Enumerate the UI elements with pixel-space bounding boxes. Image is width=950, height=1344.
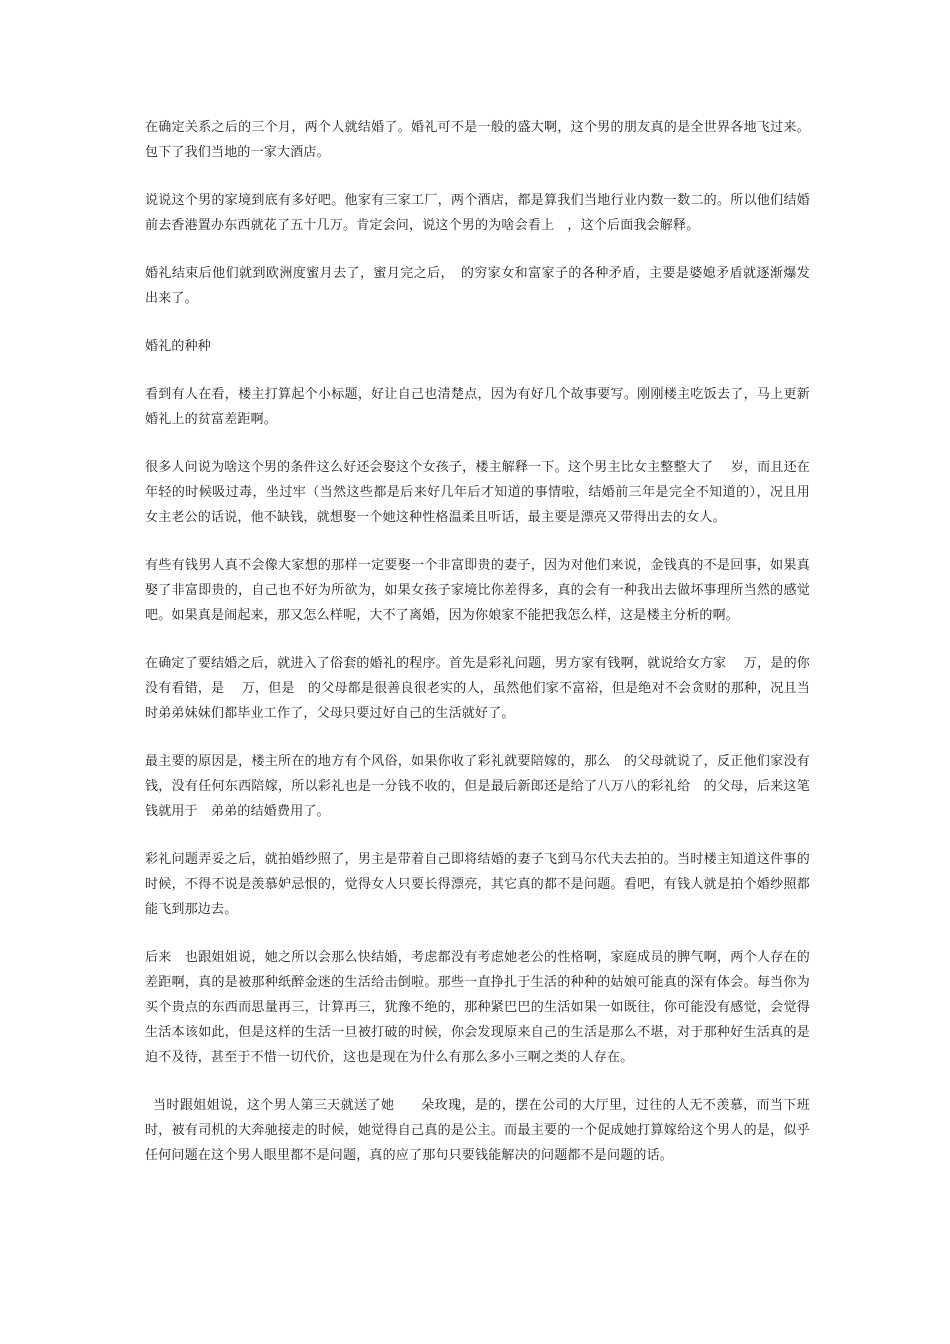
- paragraph: 后来 也跟姐姐说，她之所以会那么快结婚，考虑都没有考虑她老公的性格啊，家庭成员的脾气啊，两个人存在的差距啊，真的是被那种纸醉金迷的生活给击倒啦。那些一直挣扎于生活的种种的姑娘可能真的深有体会。每当你为买个贵点的东西而思量再三，计算再三，犹豫不绝的，那种紧巴巴的生活如果一如既往，你可能没有感觉，会觉得生活本该如此，但是这样的生活一旦被打破的时候，你会发现原来自己的生活是那么不堪，对于那种好生活真的是迫不及待，甚至于不惜一切代价，这也是现在为什么有那么多小三啊之类的人存在。: [145, 950, 810, 1065]
- paragraph: 在确定关系之后的三个月，两个人就结婚了。婚礼可不是一般的盛大啊，这个男的朋友真的是全世界各地飞过来。包下了我们当地的一家大酒店。: [145, 120, 810, 160]
- paragraph: 婚礼结束后他们就到欧洲度蜜月去了，蜜月完之后， 的穷家女和富家子的各种矛盾，主要是婆媳矛盾就逐渐爆发出来了。: [145, 266, 810, 306]
- paragraph: 很多人问说为啥这个男的条件这么好还会娶这个女孩子，楼主解释一下。这个男主比女主整整大了 岁，而且还在年轻的时候吸过毒，坐过牢（当然这些都是后来好几年后才知道的事情啦，结婚前三年是完全不知道的），况且用女主老公的话说，他不缺钱，就想娶一个她这种性格温柔且听话，最主要是漂亮又带得出去的女人。: [145, 460, 810, 525]
- paragraph: 最主要的原因是，楼主所在的地方有个风俗，如果你收了彩礼就要陪嫁的，那么 的父母就说了，反正他们家没有钱，没有任何东西陪嫁，所以彩礼也是一分钱不收的，但是最后新郎还是给了八万八的彩礼给 的父母，后来这笔钱就用于 弟弟的结婚费用了。: [145, 754, 810, 819]
- paragraph: 彩礼问题弄妥之后，就拍婚纱照了，男主是带着自己即将结婚的妻子飞到马尔代夫去拍的。当时楼主知道这件事的时候，不得不说是羡慕妒忌恨的，觉得女人只要长得漂亮，其它真的都不是问题。看吧，有钱人就是拍个婚纱照都能飞到那边去。: [145, 852, 810, 917]
- paragraph: 在确定了要结婚之后，就进入了俗套的婚礼的程序。首先是彩礼问题，男方家有钱啊，就说给女方家 万，是的你没有看错，是 万，但是 的父母都是很善良很老实的人，虽然他们家不富裕，但是绝对不会贪财的那种，况且当时弟弟妹妹们都毕业工作了，父母只要过好自己的生活就好了。: [145, 656, 810, 721]
- paragraph: 当时跟姐姐说，这个男人第三天就送了她 朵玫瑰，是的，摆在公司的大厅里，过往的人无不羡慕，而当下班时，被有司机的大奔驰接走的时候，她觉得自己真的是公主。而最主要的一个促成她打算嫁给这个男人的是，似乎任何问题在这个男人眼里都不是问题，真的应了那句只要钱能解决的问题都不是问题的话。: [145, 1098, 810, 1163]
- paragraph: 说说这个男的家境到底有多好吧。他家有三家工厂，两个酒店，都是算我们当地行业内数一数二的。所以他们结婚前去香港置办东西就花了五十几万。肯定会问，说这个男的为啥会看上 ，这个后面我会解释。: [145, 193, 810, 233]
- section-heading: 婚礼的种种: [145, 339, 212, 354]
- document-body: [145, 115, 810, 1191]
- paragraph: 有些有钱男人真不会像大家想的那样一定要娶一个非富即贵的妻子，因为对他们来说，金钱真的不是回事，如果真娶了非富即贵的，自己也不好为所欲为，如果女孩子家境比你差得多，真的会有一种我出去做坏事理所当然的感觉吧。如果真是闹起来，那又怎么样呢，大不了离婚，因为你娘家不能把我怎么样，这是楼主分析的啊。: [145, 558, 810, 623]
- paragraph: 看到有人在看，楼主打算起个小标题，好让自己也清楚点，因为有好几个故事要写。刚刚楼主吃饭去了，马上更新婚礼上的贫富差距啊。: [145, 387, 810, 427]
